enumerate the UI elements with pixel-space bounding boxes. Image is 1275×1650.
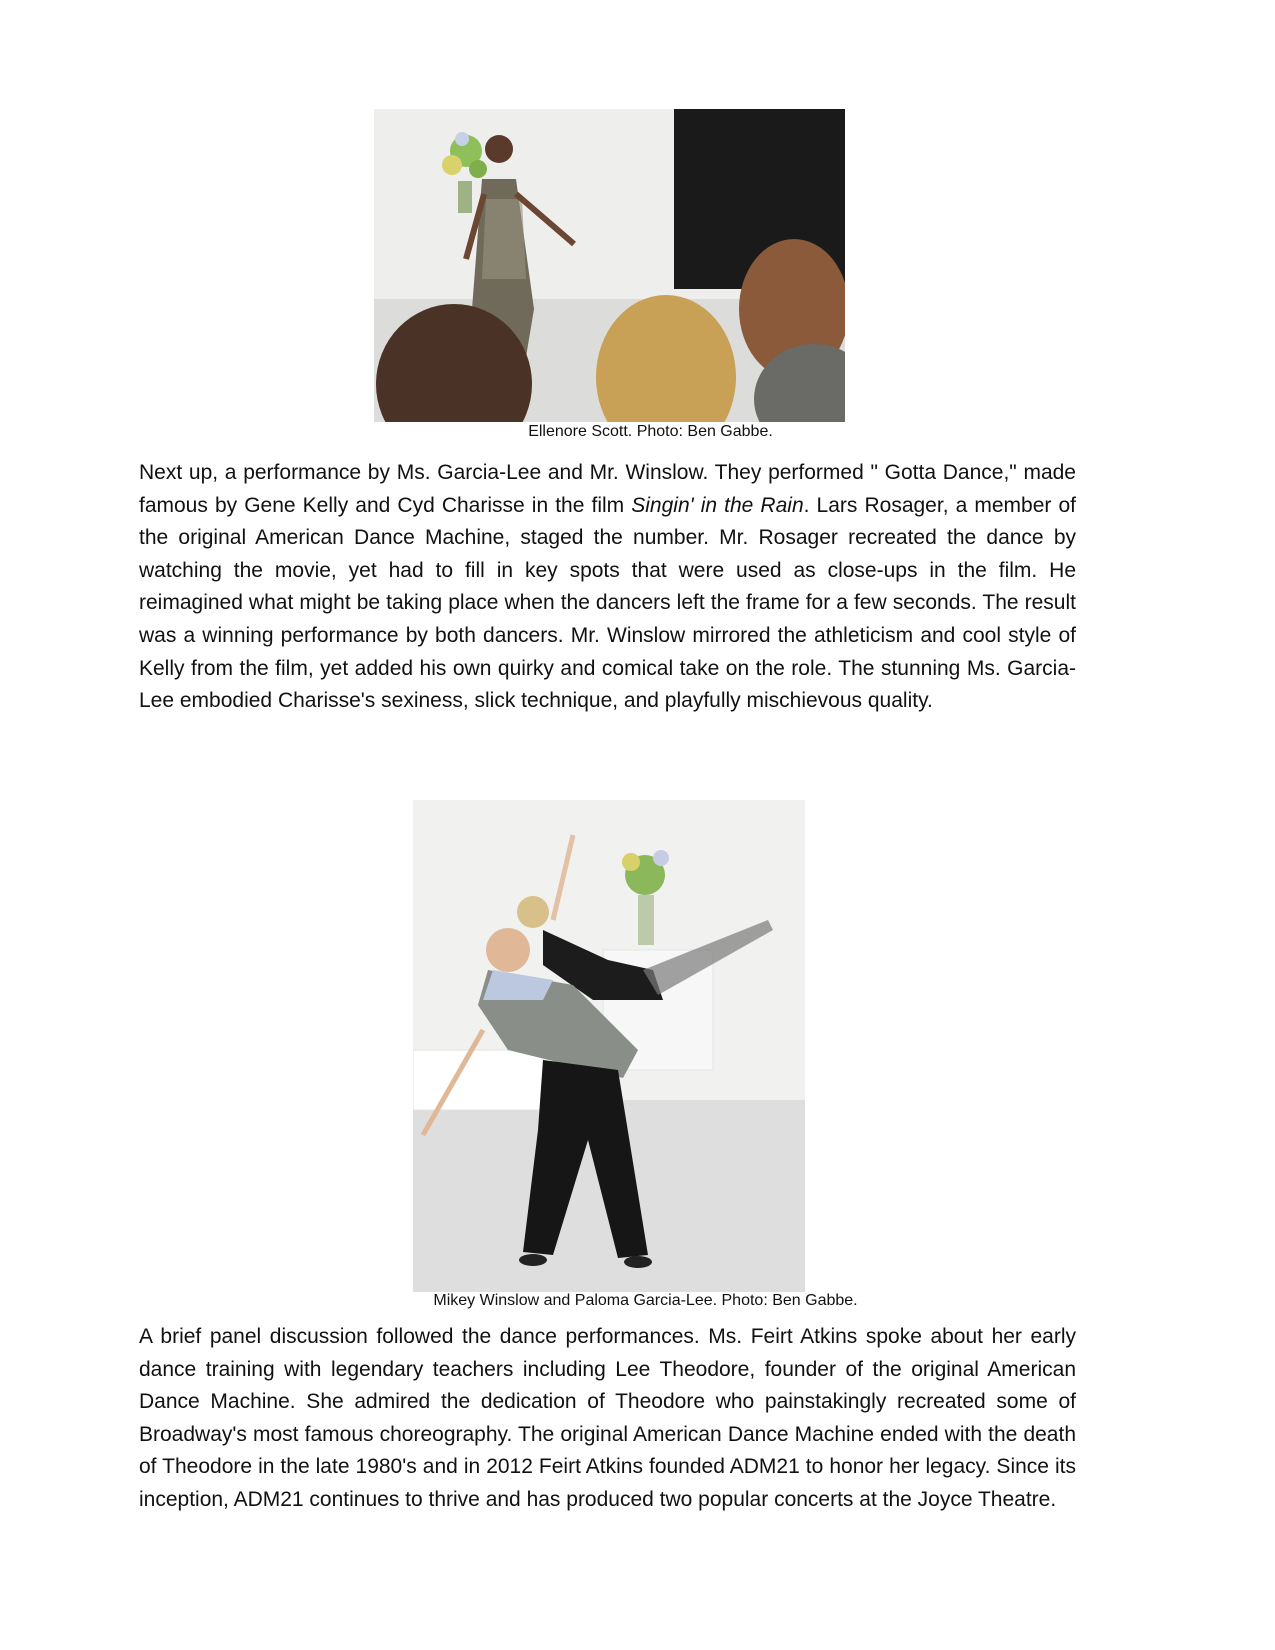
paragraph-text: Next up, a performance by Ms. Garcia-Lee and Mr. Winslow. They performed " Gotta Dance," made famous by Gene Kelly and Cyd Charisse in the film bbox=[139, 461, 1076, 517]
paragraph-panel-discussion: A brief panel discussion followed the dance performances. Ms. Feirt Atkins spoke about her early dance training with legendary teachers including Lee Theodore, founder of the original American Dance Machine. She admired the dedication of Theodore who painstakingly recreated some of Broadway's most famous choreography. The original American Dance Machine ended with the death of Theodore in the late 1980's and in 2012 Feirt Atkins founded ADM21 to honor her legacy. Since its inception, ADM21 continues to thrive and has produced two popular concerts at the Joyce Theatre. bbox=[139, 1325, 1076, 1511]
photo-winslow-garcia-lee bbox=[413, 800, 805, 1292]
film-title: Singin' in the Rain bbox=[631, 493, 804, 517]
photo-ellenore-scott bbox=[374, 109, 845, 422]
paragraph-text: . Lars Rosager, a member of the original American Dance Machine, staged the number. Mr. Rosager recreated the dance by watching the movie, yet had to fill in key spots that were used as close-ups in the film. He reimagined what might be taking place when the dancers left the frame for a few seconds. The result was a winning performance by both dancers. Mr. Winslow mirrored the athleticism and cool style of Kelly from the film, yet added his own quirky and comical take on the role. The stunning Ms. Garcia-Lee embodied Charisse's sexiness, slick technique, and playfully mischievous quality. bbox=[139, 493, 1077, 713]
photo2-caption: Mikey Winslow and Paloma Garcia-Lee. Photo: Ben Gabbe. bbox=[433, 1292, 858, 1309]
photo1-caption: Ellenore Scott. Photo: Ben Gabbe. bbox=[528, 423, 773, 440]
paragraph-gotta-dance bbox=[139, 457, 1076, 718]
